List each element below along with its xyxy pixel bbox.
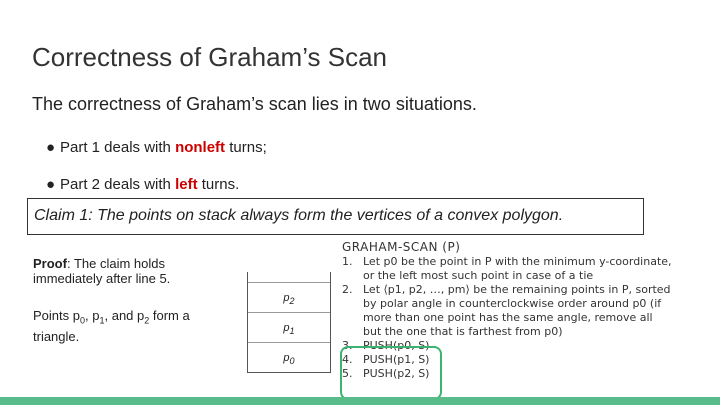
slide-title: Correctness of Graham’s Scan bbox=[32, 42, 387, 72]
bullet-part-2: ● Part 2 deals with left turns. bbox=[46, 176, 240, 193]
algorithm-line: 1. Let p0 be the point in P with the minimum y-coordinate, or the left most such point in case of a tie bbox=[342, 255, 672, 282]
bullet-part-1: ● Part 1 deals with nonleft turns; bbox=[46, 139, 267, 156]
stack-slot-p2: $p_2$ bbox=[248, 282, 330, 313]
intro-text: The correctness of Graham’s scan lies in two situations. bbox=[32, 94, 477, 114]
proof-text: Proof: The claim holds immediately after line 5. bbox=[33, 256, 171, 286]
push-lines-highlight-box bbox=[340, 346, 442, 400]
highlight-left: left bbox=[175, 176, 198, 193]
stack-slot-p1: $p_1$ bbox=[248, 312, 330, 343]
stack-diagram bbox=[247, 272, 331, 373]
bullet-dot-icon: ● bbox=[46, 139, 56, 156]
algorithm-line: 4. PUSH(p1, S) bbox=[342, 353, 430, 366]
highlight-nonleft: nonleft bbox=[175, 139, 226, 156]
algorithm-line: 5. PUSH(p2, S) bbox=[342, 367, 430, 380]
points-triangle-text: Points $p_0$, $p_1$, and $p_2$ form a triangle. bbox=[33, 308, 190, 344]
algorithm-header: GRAHAM-SCAN (P) bbox=[342, 240, 461, 254]
algorithm-line: 3. PUSH(p0, S) bbox=[342, 339, 430, 352]
bullet-dot-icon: ● bbox=[46, 176, 56, 193]
algorithm-line: 2. Let ⟨p1, p2, …, pm⟩ be the remaining points in P, sorted by polar angle in counterclockwise order around p0 (if more than one point has the same angle, remove all but the one that is farthest from p0) bbox=[342, 283, 671, 338]
bottom-accent-bar bbox=[0, 397, 720, 405]
stack-slot-p0: $p_0$ bbox=[248, 342, 330, 373]
claim-box: Claim 1: The points on stack always form the vertices of a convex polygon. bbox=[27, 198, 644, 235]
